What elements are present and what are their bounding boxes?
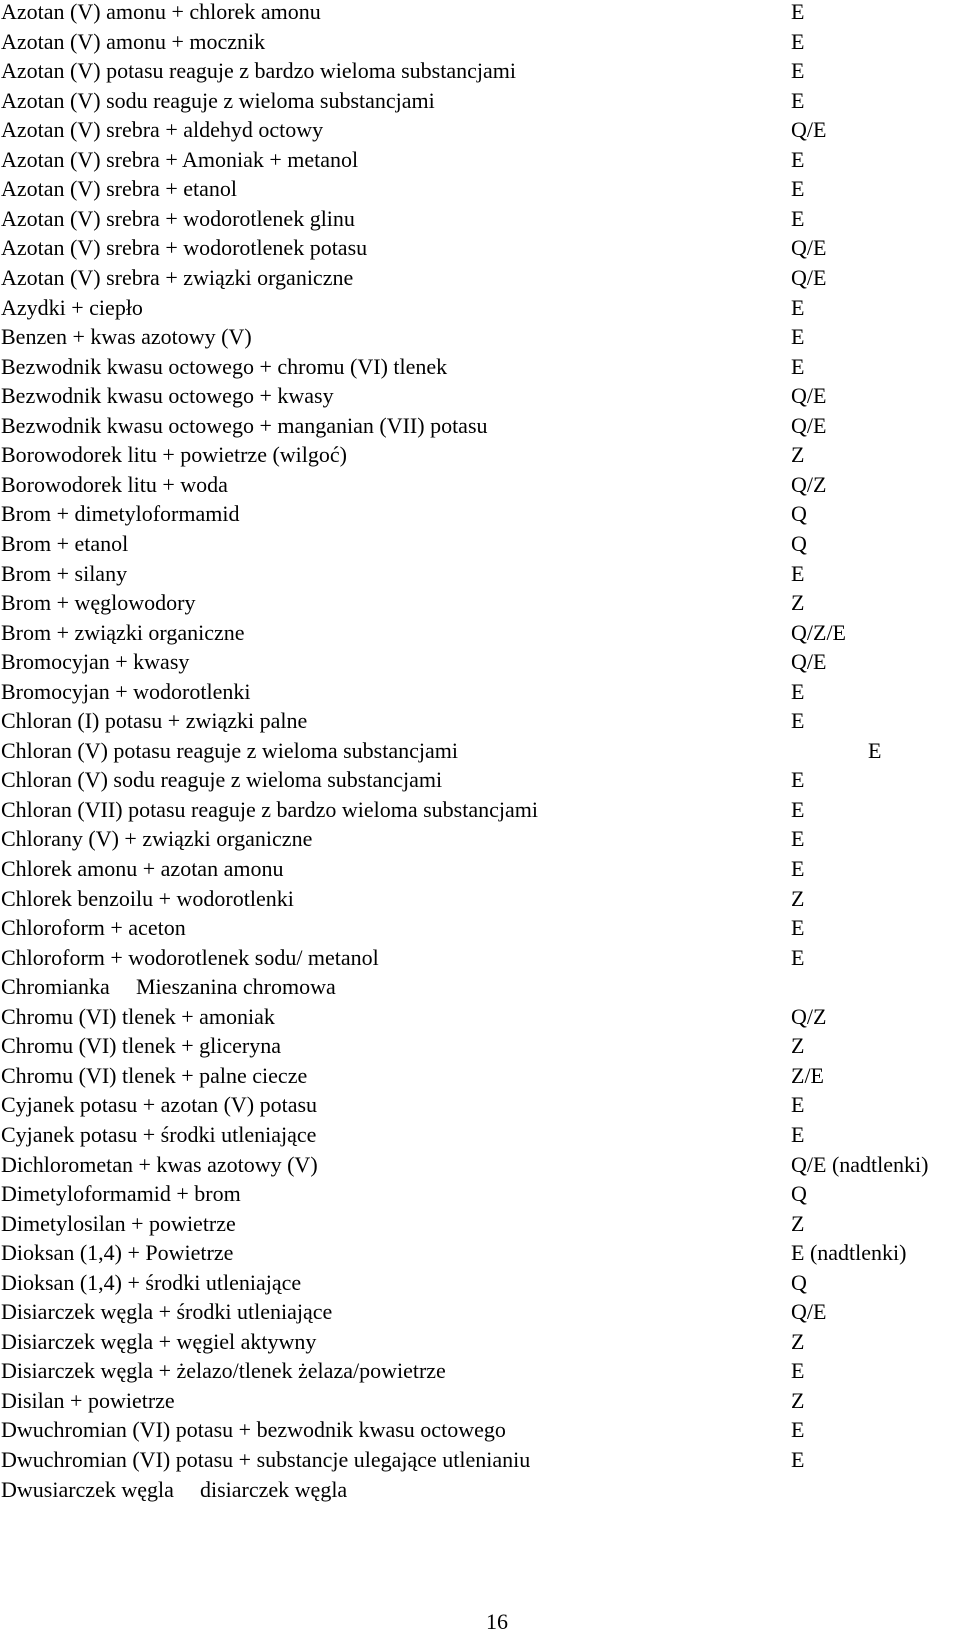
substance-pair: Bromocyjan + kwasy	[1, 649, 190, 675]
hazard-code: Q/E	[791, 1299, 827, 1325]
list-item	[0, 1212, 960, 1242]
substance-pair: Brom + węglowodory	[1, 590, 196, 615]
hazard-code: E	[791, 324, 805, 350]
list-item	[0, 207, 960, 237]
substance-pair: Bezwodnik kwasu octowego + kwasy	[1, 383, 334, 409]
substance-alias: Mieszanina chromowa	[136, 974, 336, 1000]
hazard-code: E	[791, 205, 805, 231]
list-item	[0, 916, 960, 946]
substance-pair: Azotan (V) sodu reaguje z wieloma substancjami	[1, 87, 435, 113]
hazard-code: E (nadtlenki)	[791, 1240, 907, 1266]
hazard-code: E	[791, 944, 805, 970]
list-item	[0, 355, 960, 385]
list-item	[0, 1330, 960, 1360]
hazard-code: E	[791, 1092, 805, 1118]
hazard-code: Q/E	[791, 117, 827, 143]
hazard-code: E	[791, 826, 805, 852]
hazard-code: Q	[791, 530, 807, 556]
list-item	[0, 148, 960, 178]
substance-pair: Brom + silany	[1, 560, 128, 586]
list-item	[0, 798, 960, 828]
hazard-code: Z/E	[791, 1062, 824, 1088]
list-item	[0, 325, 960, 355]
substance-pair: Chromu (VI) tlenek + palne ciecze	[1, 1062, 308, 1088]
list-item	[0, 1182, 960, 1212]
hazard-code: Z	[791, 1210, 805, 1236]
substance-pair: Chromu (VI) tlenek + amoniak	[1, 1003, 275, 1029]
list-item	[0, 532, 960, 562]
substance-pair: Dioksan (1,4) + Powietrze	[1, 1240, 234, 1266]
substance-pair: Azotan (V) amonu + chlorek amonu	[1, 0, 321, 24]
list-item	[0, 1153, 960, 1183]
list-item	[0, 827, 960, 857]
list-item	[0, 946, 960, 976]
hazard-code: Q/E	[791, 412, 827, 438]
list-item	[0, 1064, 960, 1094]
list-item	[0, 621, 960, 651]
list-item	[0, 975, 960, 1005]
list-item	[0, 1034, 960, 1064]
list-item	[0, 709, 960, 739]
hazard-code: Z	[791, 1387, 805, 1413]
substance-pair: Azydki + ciepło	[1, 294, 143, 320]
substance-pair: Chlorek amonu + azotan amonu	[1, 856, 284, 881]
substance-pair: Cyjanek potasu + środki utleniające	[1, 1121, 317, 1147]
substance-pair: Dimetylosilan + powietrze	[1, 1210, 236, 1236]
list-item	[0, 768, 960, 798]
hazard-code: Q/Z	[791, 471, 827, 497]
substance-pair: Benzen + kwas azotowy (V)	[1, 324, 252, 350]
hazard-code: E	[791, 796, 805, 822]
hazard-code: E	[791, 294, 805, 320]
substance-pair: Chromianka	[1, 974, 110, 1000]
hazard-code: E	[791, 708, 805, 734]
hazard-code: E	[791, 560, 805, 586]
substance-pair: Azotan (V) srebra + wodorotlenek glinu	[1, 205, 355, 231]
list-item	[0, 177, 960, 207]
hazard-code: Q	[791, 1269, 807, 1295]
hazard-code: E	[791, 176, 805, 202]
list-item	[0, 236, 960, 266]
substance-pair: Chloran (I) potasu + związki palne	[1, 708, 308, 734]
hazard-code: E	[791, 1121, 805, 1147]
substance-pair: Dwuchromian (VI) potasu + bezwodnik kwasu octowego	[1, 1417, 506, 1443]
substance-pair: Dioksan (1,4) + środki utleniające	[1, 1269, 302, 1295]
list-item	[0, 1359, 960, 1389]
substance-pair: Disiarczek węgla + żelazo/tlenek żelaza/powietrze	[1, 1358, 446, 1384]
hazard-code: Q/E	[791, 649, 827, 675]
substance-pair: Azotan (V) srebra + etanol	[1, 176, 237, 202]
substance-pair: Disiarczek węgla + środki utleniające	[1, 1299, 333, 1325]
list-item	[0, 1418, 960, 1448]
substance-pair: Chloroform + wodorotlenek sodu/ metanol	[1, 944, 379, 970]
substance-pair: Azotan (V) potasu reaguje z bardzo wieloma substancjami	[1, 58, 516, 84]
list-item	[0, 1448, 960, 1478]
list-item	[0, 0, 960, 30]
substance-pair: Azotan (V) srebra + związki organiczne	[1, 264, 354, 290]
substance-pair: Chlorany (V) + związki organiczne	[1, 826, 313, 852]
list-item	[0, 1389, 960, 1419]
list-item	[0, 30, 960, 60]
substance-pair: Disiarczek węgla + węgiel aktywny	[1, 1328, 317, 1354]
list-item	[0, 591, 960, 621]
hazard-code: Z	[791, 590, 805, 615]
substance-pair: Disilan + powietrze	[1, 1387, 175, 1413]
substance-pair: Dwuchromian (VI) potasu + substancje ulegające utlenianiu	[1, 1447, 531, 1472]
list-item	[0, 443, 960, 473]
hazard-code: Z	[791, 442, 805, 468]
hazard-code: Q/Z	[791, 1003, 827, 1029]
hazard-code: Q/E	[791, 264, 827, 290]
list-item	[0, 1093, 960, 1123]
list-item	[0, 118, 960, 148]
substance-pair: Bezwodnik kwasu octowego + manganian (VII) potasu	[1, 412, 488, 438]
hazard-code: E	[868, 737, 882, 763]
substance-pair: Brom + etanol	[1, 530, 129, 556]
substance-pair: Bezwodnik kwasu octowego + chromu (VI) tlenek	[1, 353, 448, 379]
list-item	[0, 384, 960, 414]
list-item	[0, 502, 960, 532]
substance-pair: Borowodorek litu + woda	[1, 471, 228, 497]
hazard-code: E	[791, 856, 805, 881]
page-number: 16	[486, 1609, 508, 1634]
substance-pair: Chlorek benzoilu + wodorotlenki	[1, 885, 294, 911]
substance-pair: Bromocyjan + wodorotlenki	[1, 678, 251, 704]
hazard-code: E	[791, 678, 805, 704]
hazard-code: Z	[791, 1328, 805, 1354]
hazard-code: E	[791, 915, 805, 941]
hazard-code: Q/E	[791, 235, 827, 261]
substance-pair: Chloran (V) potasu reaguje z wieloma substancjami	[1, 737, 458, 763]
substance-pair: Brom + związki organiczne	[1, 619, 245, 645]
substance-pair: Dichlorometan + kwas azotowy (V)	[1, 1151, 318, 1177]
hazard-code: E	[791, 1358, 805, 1384]
list-item	[0, 89, 960, 119]
list-item	[0, 1271, 960, 1301]
list-item	[0, 1478, 960, 1508]
list-item	[0, 59, 960, 89]
hazard-code: E	[791, 87, 805, 113]
substance-pair: Dimetyloformamid + brom	[1, 1181, 241, 1206]
substance-pair: Brom + dimetyloformamid	[1, 501, 240, 527]
hazard-code: E	[791, 1417, 805, 1443]
list-item	[0, 562, 960, 592]
hazard-code: Q	[791, 1181, 807, 1206]
hazard-code: E	[791, 146, 805, 172]
list-item	[0, 1241, 960, 1271]
substance-pair: Borowodorek litu + powietrze (wilgoć)	[1, 442, 347, 468]
hazard-code: E	[791, 28, 805, 54]
substance-pair: Chloroform + aceton	[1, 915, 186, 941]
list-item	[0, 296, 960, 326]
substance-pair: Dwusiarczek węgla	[1, 1476, 174, 1502]
substance-pair: Chromu (VI) tlenek + gliceryna	[1, 1033, 281, 1059]
substance-pair: Chloran (V) sodu reaguje z wieloma substancjami	[1, 767, 443, 793]
hazard-code: E	[791, 0, 805, 24]
list-item	[0, 680, 960, 710]
list-item	[0, 739, 960, 769]
list-item	[0, 857, 960, 887]
list-item	[0, 414, 960, 444]
list-item	[0, 1005, 960, 1035]
substance-pair: Cyjanek potasu + azotan (V) potasu	[1, 1092, 318, 1118]
hazard-code: Q/E (nadtlenki)	[791, 1151, 929, 1177]
substance-pair: Chloran (VII) potasu reaguje z bardzo wieloma substancjami	[1, 796, 538, 822]
hazard-code: Z	[791, 1033, 805, 1059]
hazard-code: E	[791, 1447, 805, 1472]
hazard-code: Q	[791, 501, 807, 527]
substance-pair: Azotan (V) srebra + aldehyd octowy	[1, 117, 324, 143]
list-item	[0, 1300, 960, 1330]
list-item	[0, 887, 960, 917]
list-item	[0, 1123, 960, 1153]
hazard-code: E	[791, 58, 805, 84]
list-item	[0, 473, 960, 503]
hazard-code: Q/Z/E	[791, 619, 846, 645]
hazard-code: E	[791, 767, 805, 793]
substance-alias: disiarczek węgla	[200, 1476, 348, 1502]
list-item	[0, 266, 960, 296]
substance-pair: Azotan (V) srebra + wodorotlenek potasu	[1, 235, 368, 261]
hazard-code: Z	[791, 885, 805, 911]
list-item	[0, 650, 960, 680]
hazard-code: E	[791, 353, 805, 379]
substance-pair: Azotan (V) srebra + Amoniak + metanol	[1, 146, 359, 172]
substance-pair: Azotan (V) amonu + mocznik	[1, 28, 266, 54]
hazard-code: Q/E	[791, 383, 827, 409]
